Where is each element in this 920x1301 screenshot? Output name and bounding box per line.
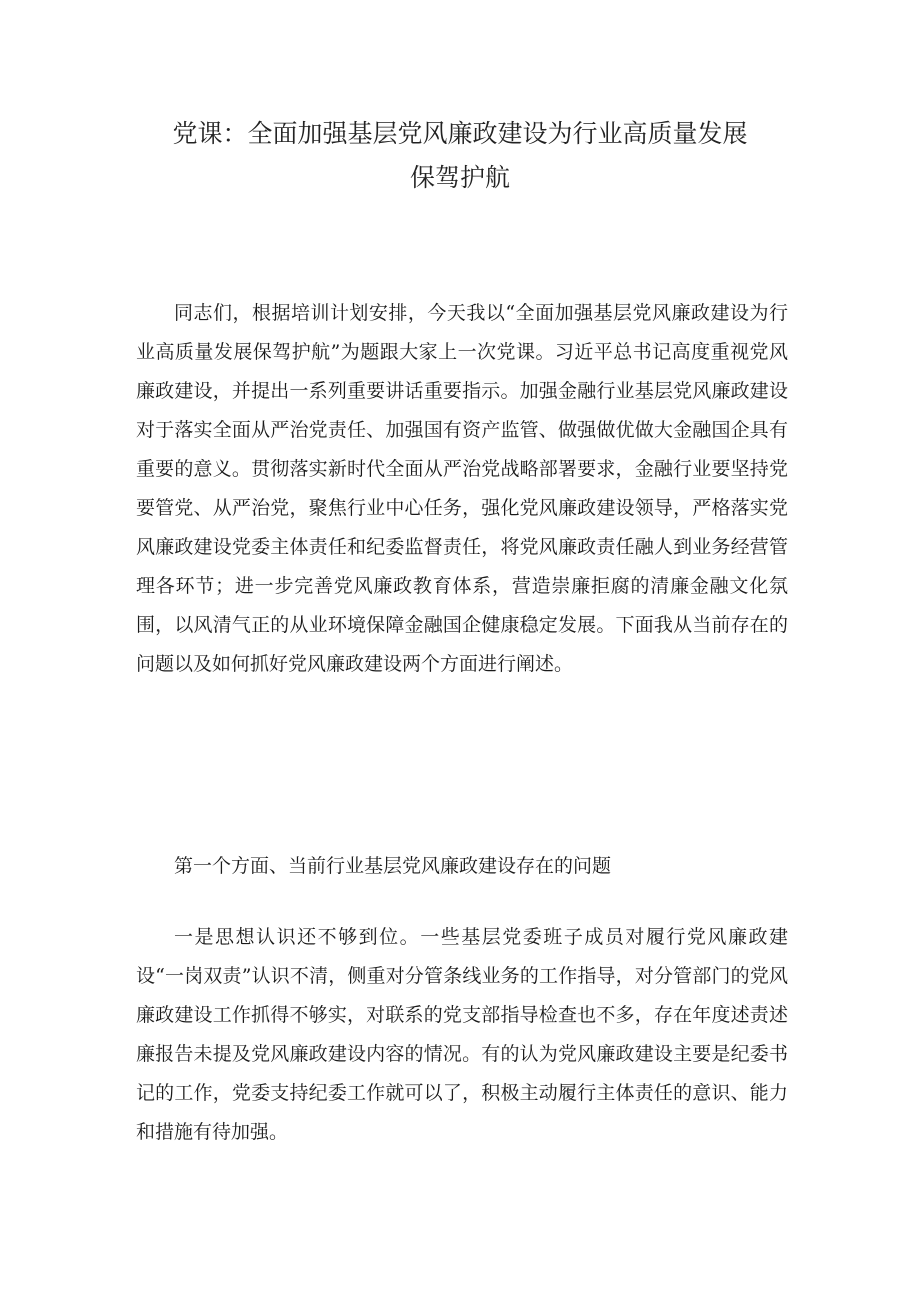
intro-paragraph: 同志们，根据培训计划安排，今天我以“全面加强基层党风廉政建设为行业高质量发展保驾护航”为题跟大家上一次党课。习近平总书记高度重视党风廉政建设，并提出一系列重要讲话重要指示。加强金融行业基层党风廉政建设对于落实全面从严治党责任、加强国有资产监管、做强做优做大金融国企具有重要的意义。贯彻落实新时代全面从严治党战略部署要求，金融行业要坚持党要管党、从严治党，聚焦行业中心任务，强化党风廉政建设领导，严格落实党风廉政建设党委主体责任和纪委监督责任，将党风廉政责任融人到业务经营管理各环节；进一步完善党风廉政教育体系，营造崇廉拒腐的清廉金融文化氛围，以风清气正的从业环境保障金融国企健康稳定发展。下面我从当前存在的问题以及如何抓好党风廉政建设两个方面进行阐述。 (136, 302, 788, 675)
title-line-1: 党课：全面加强基层党风廉政建设为行业高质量发展 (172, 119, 748, 148)
section-heading: 第一个方面、当前行业基层党风廉政建设存在的问题 (174, 855, 612, 877)
body-paragraph: 一是思想认识还不够到位。一些基层党委班子成员对履行党风廉政建设“一岗双责”认识不清，侧重对分管条线业务的工作指导，对分管部门的党风廉政建设工作抓得不够实，对联系的党支部指导检查也不多，存在年度述责述廉报告未提及党风廉政建设内容的情况。有的认为党风廉政建设主要是纪委书记的工作，党委支持纪委工作就可以了，积极主动履行主体责任的意识、能力和措施有待加强。 (136, 926, 788, 1143)
document-title (120, 112, 800, 200)
title-line-2: 保驾护航 (409, 163, 510, 192)
